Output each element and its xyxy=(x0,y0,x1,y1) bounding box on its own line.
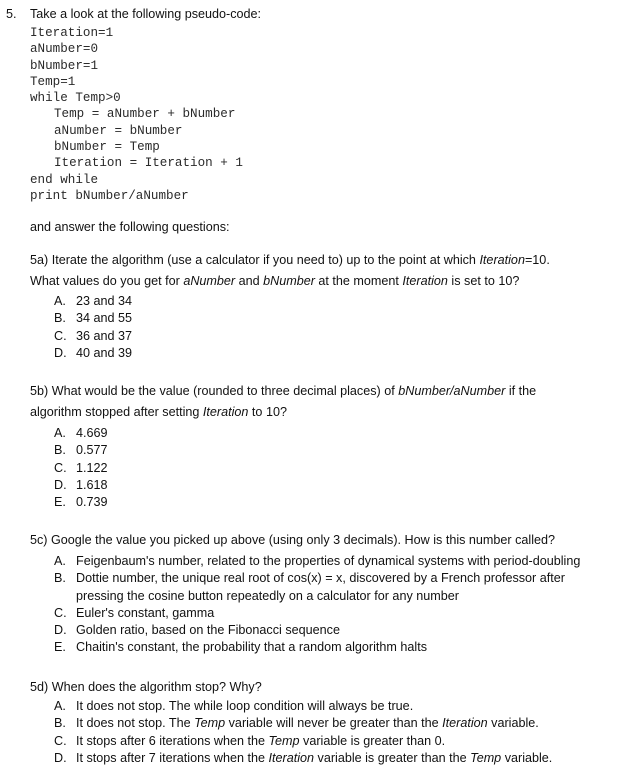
code-line: Iteration=1 xyxy=(30,26,114,40)
text-span: 5b) What would be the value (rounded to three decimal places) of xyxy=(30,384,399,398)
option-letter: B. xyxy=(54,571,66,586)
text-span: variable. xyxy=(487,716,539,731)
option-letter: A. xyxy=(54,294,66,308)
text-span: It does not stop. The xyxy=(76,716,195,731)
answer-option[interactable] xyxy=(54,328,620,345)
text-span: and xyxy=(235,274,264,288)
option-letter: A. xyxy=(54,554,66,568)
option-text xyxy=(76,733,620,750)
answer-option[interactable] xyxy=(54,494,620,511)
answer-option[interactable] xyxy=(54,310,620,327)
answer-option[interactable] xyxy=(54,622,620,639)
question-number: 5. xyxy=(6,7,17,21)
italic-term: bNumber/aNumber xyxy=(398,384,506,398)
text-span: at the moment xyxy=(314,274,403,288)
answer-option[interactable] xyxy=(54,293,620,310)
option-text: 1.122 xyxy=(76,460,108,475)
code-line: Temp = aNumber + bNumber xyxy=(54,107,236,122)
code-line: while Temp>0 xyxy=(30,91,121,106)
q5a-options xyxy=(54,293,620,362)
text-span: algorithm stopped after setting xyxy=(30,405,203,419)
code-line: aNumber=0 xyxy=(30,42,99,57)
option-text: 4.669 xyxy=(76,426,108,440)
q5d-options xyxy=(54,698,620,767)
q5c-text: 5c) Google the value you picked up above (using only 3 decimals). How is this number called? xyxy=(30,533,556,547)
option-text: Chaitin's constant, the probability that a random algorithm halts xyxy=(76,640,428,655)
text-span: 5a) Iterate the algorithm (use a calculator if you need to) up to the point at which xyxy=(30,253,480,267)
option-letter: C. xyxy=(54,328,67,343)
code-line: print bNumber/aNumber xyxy=(30,188,189,203)
answer-option[interactable] xyxy=(54,442,620,459)
text-span: is set to 10? xyxy=(447,274,520,288)
italic-term: Iteration xyxy=(402,274,448,288)
question-prompt: Take a look at the following pseudo-code: xyxy=(30,7,262,21)
answer-option[interactable] xyxy=(54,605,620,622)
answer-option[interactable] xyxy=(54,733,620,750)
question-header xyxy=(6,7,261,21)
option-letter: D. xyxy=(54,750,67,765)
q5c-options xyxy=(54,553,620,657)
text-span: to 10? xyxy=(248,405,287,419)
option-letter: A. xyxy=(54,699,66,713)
italic-term: Iteration xyxy=(442,716,488,731)
code-line: Temp=1 xyxy=(30,74,76,89)
q5b-line1 xyxy=(30,381,618,402)
option-letter: C. xyxy=(54,605,67,620)
option-text xyxy=(76,715,620,732)
answer-option[interactable] xyxy=(54,750,620,767)
answer-option[interactable] xyxy=(54,553,620,570)
option-text: 1.618 xyxy=(76,477,108,492)
text-span: if the xyxy=(505,384,537,398)
text-span: variable is greater than the xyxy=(314,750,471,765)
option-letter: C. xyxy=(54,733,67,748)
option-letter: E. xyxy=(54,495,66,510)
code-line: end while xyxy=(30,172,99,187)
option-text: Euler's constant, gamma xyxy=(76,605,215,620)
option-text: Golden ratio, based on the Fibonacci sequence xyxy=(76,623,340,638)
answer-option[interactable] xyxy=(54,345,620,362)
option-text: 36 and 37 xyxy=(76,328,133,343)
option-letter: D. xyxy=(54,345,67,360)
option-text: 0.577 xyxy=(76,443,108,458)
text-span: =10. xyxy=(524,253,550,267)
pseudo-code-block xyxy=(30,25,243,204)
code-line: aNumber = bNumber xyxy=(54,123,183,138)
code-line: Iteration = Iteration + 1 xyxy=(54,156,243,171)
q5a-line2 xyxy=(30,271,618,292)
q5a-line1 xyxy=(30,250,618,271)
option-letter: D. xyxy=(54,623,67,638)
italic-term: Iteration xyxy=(268,750,315,765)
italic-term: Temp xyxy=(194,716,226,731)
option-letter: D. xyxy=(54,477,67,492)
option-letter: B. xyxy=(54,716,66,731)
option-text xyxy=(76,570,620,605)
answer-option[interactable] xyxy=(54,715,620,732)
text-span: variable is greater than 0. xyxy=(299,733,446,748)
option-text: 23 and 34 xyxy=(76,294,133,308)
option-text: 40 and 39 xyxy=(76,345,133,360)
text-span: What values do you get for xyxy=(30,274,184,288)
option-text: 34 and 55 xyxy=(76,311,133,326)
text-span: It stops after 7 iterations when the xyxy=(76,750,269,765)
answer-option[interactable] xyxy=(54,425,620,442)
italic-term: Temp xyxy=(470,750,502,765)
italic-term: bNumber xyxy=(263,274,315,288)
q5d-text: 5d) When does the algorithm stop? Why? xyxy=(30,680,262,694)
option-letter: B. xyxy=(54,311,66,326)
q5b-options xyxy=(54,425,620,511)
option-text-line: pressing the cosine button repeatedly on a calculator for any number xyxy=(76,588,459,603)
italic-term: Temp xyxy=(268,733,300,748)
text-span: variable. xyxy=(501,750,553,765)
option-letter: A. xyxy=(54,426,66,440)
answer-option[interactable] xyxy=(54,639,620,656)
q5a-text xyxy=(30,250,618,292)
option-letter: C. xyxy=(54,460,67,475)
option-letter: E. xyxy=(54,640,66,655)
option-letter: B. xyxy=(54,443,66,458)
option-text-line: Dottie number, the unique real root of cos(x) = x, discovered by a French professor after xyxy=(76,571,565,586)
option-text: 0.739 xyxy=(76,495,108,510)
text-span: It stops after 6 iterations when the xyxy=(76,733,269,748)
answer-option[interactable] xyxy=(54,570,620,605)
q5b-line2 xyxy=(30,402,618,423)
italic-term: Iteration xyxy=(202,405,249,419)
q5b-text xyxy=(30,381,618,423)
answer-option[interactable] xyxy=(54,477,620,494)
italic-term: aNumber xyxy=(183,274,236,288)
answer-option[interactable] xyxy=(54,460,620,477)
option-text xyxy=(76,750,620,767)
answer-option[interactable] xyxy=(54,698,620,715)
italic-term: Iteration xyxy=(479,253,525,267)
option-text: Feigenbaum's number, related to the properties of dynamical systems with period-doubling xyxy=(76,554,581,568)
code-line: bNumber = Temp xyxy=(54,140,160,155)
intro-after-code: and answer the following questions: xyxy=(30,220,230,234)
option-text: It does not stop. The while loop condition will always be true. xyxy=(76,699,414,713)
code-line: bNumber=1 xyxy=(30,58,99,73)
text-span: variable will never be greater than the xyxy=(225,716,443,731)
